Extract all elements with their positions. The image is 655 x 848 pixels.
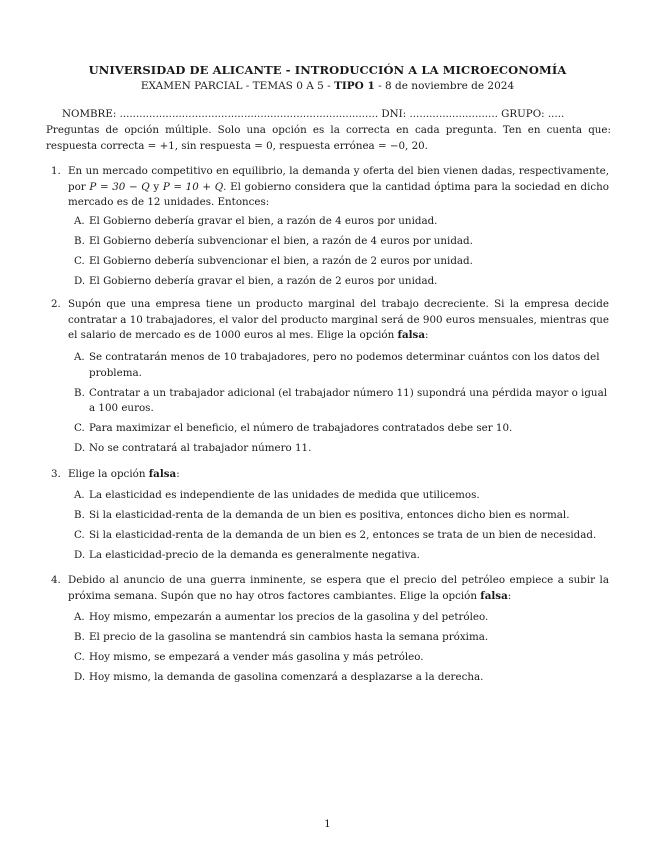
question-stem-end: . El gobierno considera que la cantidad óptima para la sociedad en dicho mercado es de 12 unidades. Entonces: [68, 180, 610, 208]
question-stem-end: : [507, 589, 512, 602]
supply-equation: P = 10 + Q [162, 180, 224, 193]
question-stem: Debido al anuncio de una guerra inminente, se espera que el precio del petróleo empiece a subir la próxima semana. Supón que no hay otros factores cambiantes. Elige la opción [68, 574, 609, 602]
option-letter: A. [74, 351, 85, 363]
question-number: 4. [51, 574, 61, 586]
question-1 [51, 164, 610, 211]
option-text: La elasticidad es independiente de las unidades de medida que utilicemos. [89, 489, 480, 501]
question-stem-end: : [425, 329, 429, 341]
option-letter: A. [74, 489, 85, 501]
subtitle-prefix: EXAMEN PARCIAL - TEMAS 0 A 5 - [140, 80, 335, 92]
option-text: Se contratarán menos de 10 trabajadores, pero no podemos determinar cuántos con los datos del problema. [89, 351, 600, 379]
option-letter: D. [74, 275, 86, 287]
option-c[interactable] [74, 528, 609, 544]
question-stem: Supón que una empresa tiene un producto marginal del trabajo decreciente. Si la empresa decide contratar a 10 trabajadores, el valor del producto marginal será de 900 euros mensuales, mientras que el salario de mercado es de 1000 euros al mes. Elige la opción [68, 298, 609, 341]
question-4-options [74, 610, 609, 686]
option-letter: B. [74, 386, 85, 399]
option-letter: D. [74, 671, 86, 683]
student-info-line: NOMBRE: ............................................................................... DNI: ........................... GRUPO: ..... [62, 108, 565, 120]
option-d[interactable] [74, 548, 609, 564]
question-number: 1. [51, 165, 61, 177]
option-letter: B. [74, 235, 85, 247]
option-a[interactable] [74, 214, 609, 230]
option-text: Contratar a un trabajador adicional (el trabajador número 11) supondrá una pérdida mayor o igual a 100 euros. [89, 386, 607, 414]
question-keyword: falsa [480, 589, 508, 602]
option-letter: C. [74, 651, 85, 663]
option-a[interactable] [74, 488, 609, 504]
option-text: El Gobierno debería subvencionar el bien, a razón de 4 euros por unidad. [89, 235, 473, 247]
question-4 [51, 573, 609, 604]
option-letter: A. [74, 611, 85, 623]
exam-date: - 8 de noviembre de 2024 [374, 80, 515, 92]
option-b[interactable] [74, 386, 609, 417]
question-number: 2. [51, 298, 61, 310]
question-stem-end: : [176, 468, 180, 480]
page-number: 1 [324, 818, 331, 830]
option-text: Hoy mismo, la demanda de gasolina comenzará a desplazarse a la derecha. [89, 671, 484, 683]
exam-subtitle [0, 80, 655, 92]
option-letter: B. [74, 631, 85, 643]
exam-type: TIPO 1 [334, 80, 375, 92]
question-number: 3. [51, 468, 61, 480]
option-b[interactable] [74, 630, 609, 646]
question-stem: Elige la opción [68, 468, 149, 480]
question-keyword: falsa [397, 329, 425, 341]
option-letter: D. [74, 442, 86, 454]
option-c[interactable] [74, 254, 609, 270]
option-text: No se contratará al trabajador número 11. [89, 442, 312, 454]
demand-equation: P = 30 − Q [89, 180, 150, 193]
option-c[interactable] [74, 650, 609, 666]
option-text: El Gobierno debería gravar el bien, a razón de 4 euros por unidad. [89, 215, 438, 227]
question-stem: En un mercado competitivo en equilibrio, la demanda y oferta del bien vienen dadas, respectivamente, por [68, 165, 609, 193]
option-a[interactable] [74, 610, 609, 626]
option-text: Hoy mismo, se empezará a vender más gasolina y más petróleo. [89, 651, 424, 663]
option-letter: B. [74, 509, 85, 521]
question-3-options [74, 488, 609, 564]
option-c[interactable] [74, 421, 609, 437]
option-text: El Gobierno debería gravar el bien, a razón de 2 euros por unidad. [89, 275, 438, 287]
option-letter: A. [74, 215, 85, 227]
question-2 [51, 297, 609, 344]
option-text: La elasticidad-precio de la demanda es generalmente negativa. [89, 549, 420, 561]
option-text: Si la elasticidad-renta de la demanda de un bien es positiva, entonces dicho bien es normal. [89, 509, 570, 521]
option-b[interactable] [74, 234, 609, 250]
option-a[interactable] [74, 350, 609, 381]
option-text: Para maximizar el beneficio, el número de trabajadores contratados debe ser 10. [89, 422, 513, 434]
question-1-options [74, 214, 609, 290]
option-text: El precio de la gasolina se mantendrá sin cambios hasta la semana próxima. [89, 631, 489, 643]
option-text: Hoy mismo, empezarán a aumentar los precios de la gasolina y del petróleo. [89, 611, 489, 623]
option-letter: C. [74, 255, 85, 267]
instructions: Preguntas de opción múltiple. Solo una opción es la correcta en cada pregunta. Ten en cuenta que: respuesta correcta = +1, sin respuesta = 0, respuesta errónea = −0, 20. [46, 124, 611, 152]
option-b[interactable] [74, 508, 609, 524]
option-letter: D. [74, 549, 86, 561]
question-3 [51, 467, 609, 483]
option-letter: C. [74, 529, 85, 541]
page-title: UNIVERSIDAD DE ALICANTE - INTRODUCCIÓN A LA MICROECONOMÍA [88, 63, 567, 77]
question-keyword: falsa [148, 468, 177, 480]
option-d[interactable] [74, 670, 609, 686]
option-d[interactable] [74, 274, 609, 290]
option-text: El Gobierno debería subvencionar el bien, a razón de 2 euros por unidad. [89, 255, 473, 267]
option-text: Si la elasticidad-renta de la demanda de un bien es 2, entonces se trata de un bien de necesidad. [89, 529, 597, 541]
question-2-options [74, 350, 609, 457]
question-stem-connector: y [149, 180, 163, 193]
option-letter: C. [74, 422, 85, 434]
option-d[interactable] [74, 441, 609, 457]
